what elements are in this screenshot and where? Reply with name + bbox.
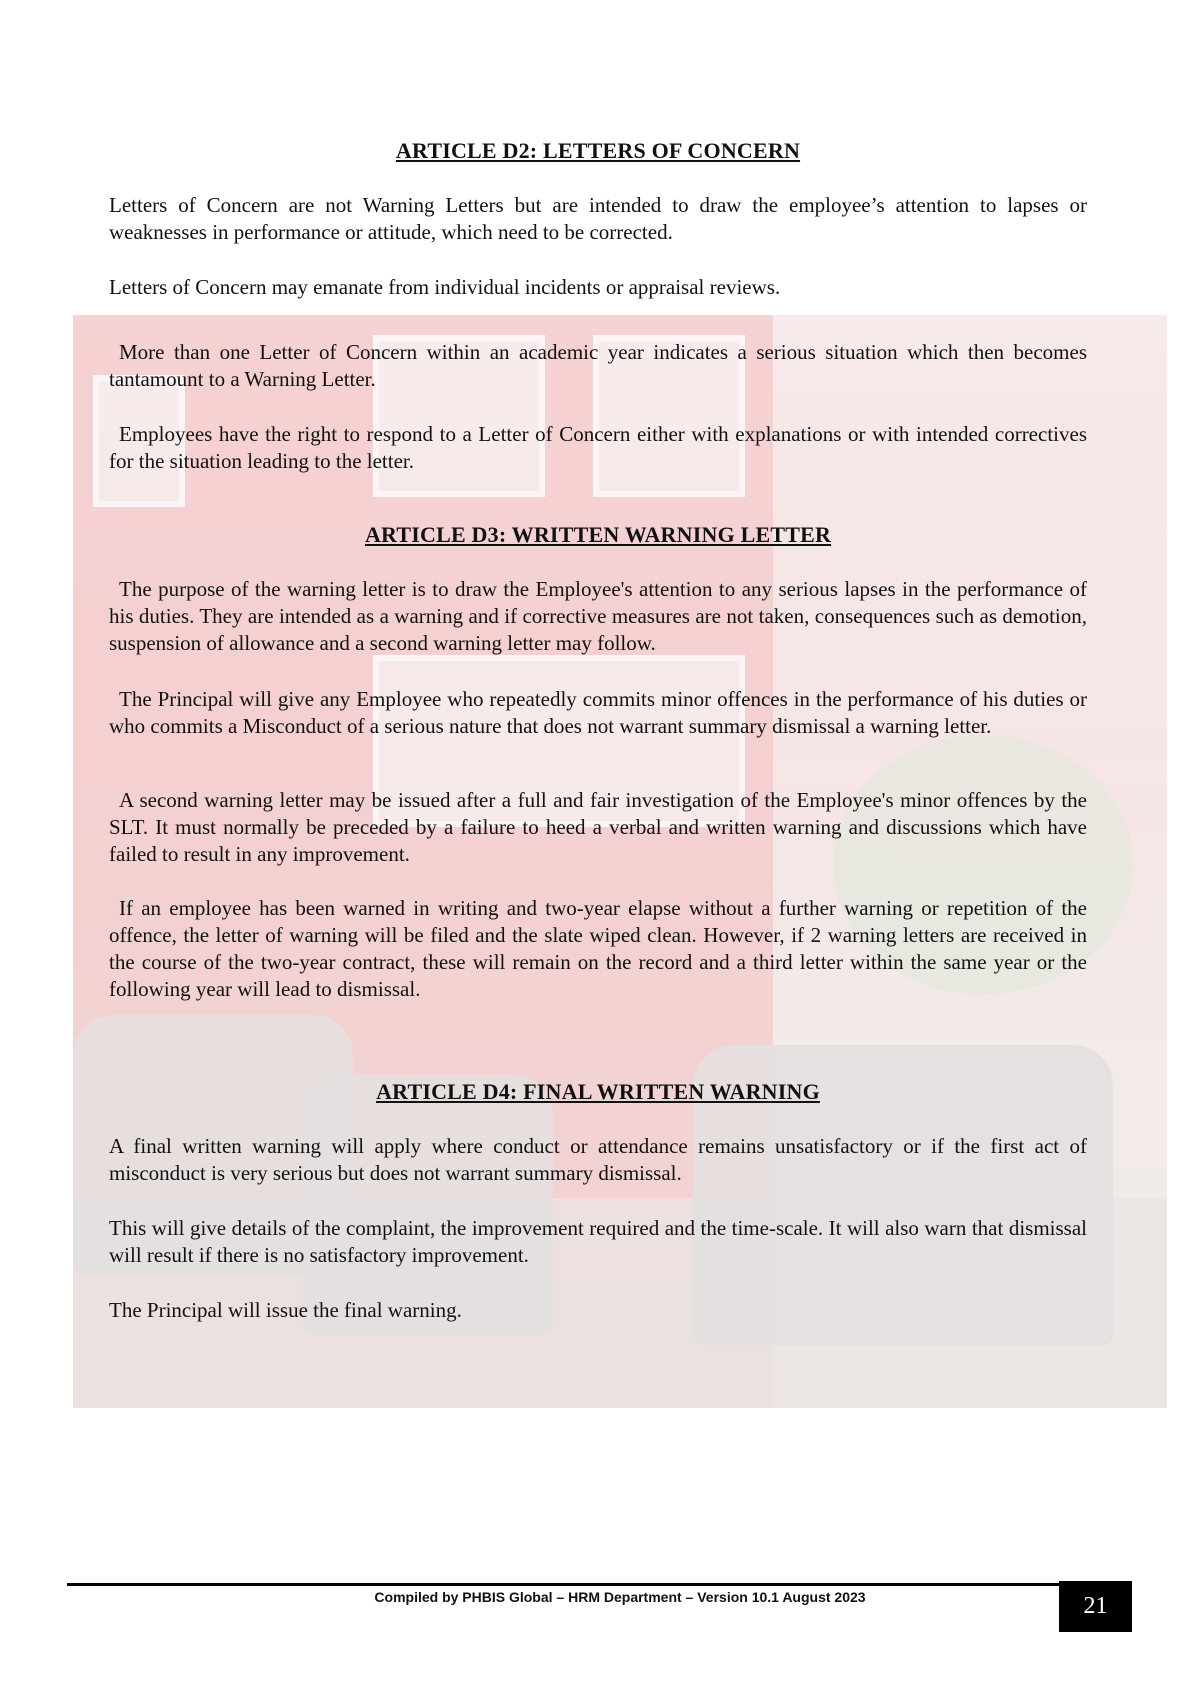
paragraph: More than one Letter of Concern within an academic year indicates a serious situation which then becomes tantamount to a Warning Letter. xyxy=(109,340,1087,391)
paragraph: The purpose of the warning letter is to draw the Employee's attention to any serious lapses in the performance of his duties. They are intended as a warning and if corrective measures are not taken, consequences such as demotion, suspension of allowance and a second warning letter may follow. xyxy=(109,577,1087,655)
paragraph: If an employee has been warned in writing and two-year elapse without a further warning or repetition of the offence, the letter of warning will be filed and the slate wiped clean. However, if 2 warning letters are received in the course of the two-year contract, these will remain on the record and a third letter within the same year or the following year will lead to dismissal. xyxy=(109,896,1087,1001)
paragraph: Letters of Concern may emanate from individual incidents or appraisal reviews. xyxy=(109,275,781,299)
footer-divider xyxy=(67,1583,1059,1586)
paragraph: The Principal will give any Employee who repeatedly commits minor offences in the performance of his duties or who commits a Misconduct of a serious nature that does not warrant summary dismissal a warning letter. xyxy=(109,687,1087,738)
heading-article-d3: ARTICLE D3: WRITTEN WARNING LETTER xyxy=(364,522,832,547)
page-number: 21 xyxy=(1059,1581,1132,1632)
footer-text: Compiled by PHBIS Global – HRM Department – Version 10.1 August 2023 xyxy=(374,1589,866,1605)
paragraph: Employees have the right to respond to a Letter of Concern either with explanations or with intended correctives for the situation leading to the letter. xyxy=(109,422,1087,473)
paragraph: A second warning letter may be issued after a full and fair investigation of the Employee's minor offences by the SLT. It must normally be preceded by a failure to heed a verbal and written warning and discussions which have failed to result in any improvement. xyxy=(109,788,1087,866)
paragraph: This will give details of the complaint, the improvement required and the time-scale. It will also warn that dismissal will result if there is no satisfactory improvement. xyxy=(109,1216,1087,1267)
paragraph: The Principal will issue the final warning. xyxy=(109,1298,462,1322)
heading-article-d2: ARTICLE D2: LETTERS OF CONCERN xyxy=(395,138,801,163)
paragraph: A final written warning will apply where conduct or attendance remains unsatisfactory or if the first act of misconduct is very serious but does not warrant summary dismissal. xyxy=(109,1134,1087,1185)
paragraph: Letters of Concern are not Warning Letters but are intended to draw the employee’s attention to lapses or weaknesses in performance or attitude, which need to be corrected. xyxy=(109,193,1087,244)
heading-article-d4: ARTICLE D4: FINAL WRITTEN WARNING xyxy=(376,1079,820,1104)
